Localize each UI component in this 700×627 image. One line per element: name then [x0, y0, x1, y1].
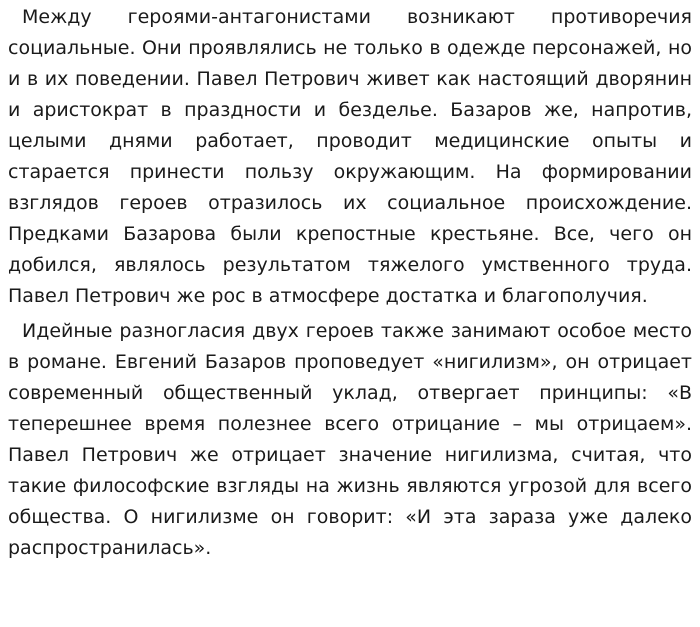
paragraph-social-differences: Между героями-антагонистами возникают противоречия социальные. Они проявлялись не только в одежде персонажей, но и в их поведении. Павел Петрович живет как настоящий дворянин и аристократ в праздности и безделье. Базаров же, напротив, целыми днями работает, проводит медицинские опыты и старается принести пользу окружающим. На формировании взглядов героев отразилось их социальное происхождение. Предками Базарова были крепостные крестьяне. Все, чего он добился, являлось результатом тяжелого умственного труда. Павел Петрович же рос в атмосфере достатка и благополучия. — [8, 6, 692, 307]
paragraph-ideological-differences: Идейные разногласия двух героев также занимают особое место в романе. Евгений Базаров проповедует «нигилизм», он отрицает современный общественный уклад, отвергает принципы: «В теперешнее время полезнее всего отрицание – мы отрицаем». Павел Петрович же отрицает значение нигилизма, считая, что такие философские взгляды на жизнь являются угрозой для всего общества. О нигилизме он говорит: «И эта зараза уже далеко распространилась». — [8, 320, 692, 559]
